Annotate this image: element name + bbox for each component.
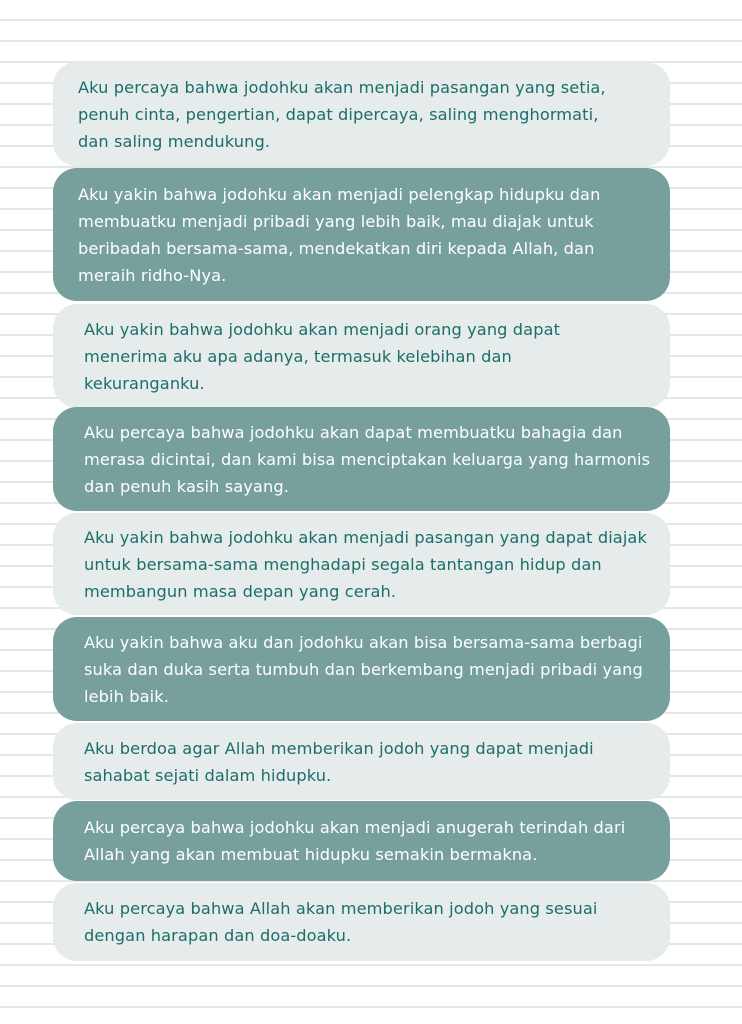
affirmation-text: Aku percaya bahwa Allah akan memberikan jodoh yang sesuai dengan harapan dan doa-doaku. [84,899,598,945]
affirmation-text: Aku yakin bahwa jodohku akan menjadi pelengkap hidupku dan membuatku menjadi pribadi yang lebih baik, mau diajak untuk beribadah bersama-sama, mendekatkan diri kepada Allah, dan meraih ridho-Nya. [78,184,601,285]
affirmation-card-6 [53,617,670,721]
affirmation-text: Aku percaya bahwa jodohku akan dapat membuatku bahagia dan merasa dicintai, dan kami bisa menciptakan keluarga yang harmonis dan penuh kasih sayang. [84,422,651,496]
affirmation-card-7 [53,723,670,800]
affirmation-text: Aku berdoa agar Allah memberikan jodoh yang dapat menjadi sahabat sejati dalam hidupku. [84,738,594,785]
affirmation-card-5 [53,513,670,615]
affirmation-text: Aku percaya bahwa jodohku akan menjadi anugerah terindah dari Allah yang akan membuat hidupku semakin bermakna. [84,818,626,864]
affirmation-text: Aku yakin bahwa aku dan jodohku akan bisa bersama-sama berbagi suka dan duka serta tumbuh dan berkembang menjadi pribadi yang lebih baik. [84,632,643,706]
affirmation-card-3 [53,304,670,408]
affirmation-card-9 [53,883,670,961]
affirmation-text: Aku yakin bahwa jodohku akan menjadi orang yang dapat menerima aku apa adanya, termasuk kelebihan dan kekuranganku. [84,319,561,393]
affirmation-card-8 [53,801,670,881]
affirmation-card-4 [53,407,670,511]
affirmation-text: Aku percaya bahwa jodohku akan menjadi pasangan yang setia, penuh cinta, pengertian, dapat dipercaya, saling menghormati, dan saling mendukung. [78,77,606,151]
affirmation-text: Aku yakin bahwa jodohku akan menjadi pasangan yang dapat diajak untuk bersama-sama menghadapi segala tantangan hidup dan membangun masa depan yang cerah. [84,527,647,601]
affirmation-card-1 [53,62,670,166]
affirmation-card-2 [53,168,670,301]
